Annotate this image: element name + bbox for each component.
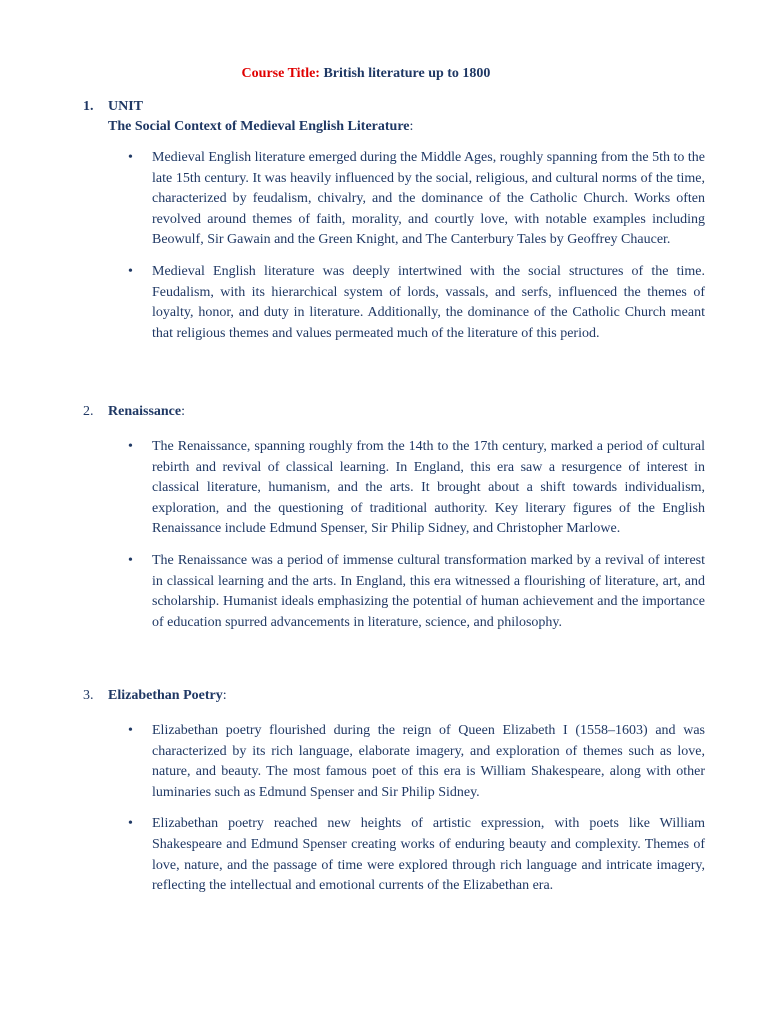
section-number: 3. [83, 688, 94, 703]
bullet-item [83, 437, 705, 540]
bullet-item [83, 262, 705, 344]
section-title: Renaissance [108, 404, 182, 419]
bullet-list [83, 148, 705, 344]
bullet-text: Elizabethan poetry flourished during the reign of Queen Elizabeth I (1558–1603) and was characterized by its rich language, elaborate imagery, and exploration of themes such as love, nature, and beauty. The most famous poet of this era is William Shakespeare, along with other luminaries such as Edmund Spenser and Sir Philip Sidney. [152, 723, 705, 800]
section-number: 2. [83, 404, 94, 419]
section-title-suffix: : [409, 119, 414, 134]
bullet-item [83, 148, 705, 251]
course-title-label: Course Title: [241, 66, 320, 81]
section-unit-label: UNIT [108, 99, 144, 114]
bullet-list [83, 437, 705, 633]
bullet-item [83, 814, 705, 896]
bullet-text: Elizabethan poetry reached new heights of artistic expression, with poets like William Shakespeare and Edmund Spenser creating works of enduring beauty and complexity. Themes of love, nature, and the passage of time were explored through rich language and intricate imagery, reflecting the intellectual and emotional currents of the Elizabethan era. [152, 816, 705, 894]
bullet-dot-icon: • [128, 723, 133, 738]
bullet-dot-icon: • [128, 439, 133, 454]
bullet-list [83, 721, 705, 897]
bullet-text: Medieval English literature emerged during the Middle Ages, roughly spanning from the 5th to the late 15th century. It was heavily influenced by the social, religious, and cultural norms of the time, characterized by feudalism, chivalry, and the dominance of the Catholic Church. Works often revolved around themes of faith, morality, and courtly love, with notable examples including Beowulf, Sir Gawain and the Green Knight, and The Canterbury Tales by Geoffrey Chaucer. [152, 150, 706, 248]
bullet-text: The Renaissance was a period of immense cultural transformation marked by a revival of interest in classical learning and the arts. In England, this era witnessed a flourishing of literature, art, and scholarship. Humanist ideals emphasizing the potential of human achievement and the importance of education spurred advancements in literature, science, and philosophy. [152, 552, 705, 630]
section-number: 1. [83, 99, 94, 114]
course-title-value: British literature up to 1800 [323, 66, 491, 81]
bullet-dot-icon: • [128, 263, 133, 279]
section-elizabethan-poetry [83, 686, 705, 897]
section-heading [83, 402, 705, 422]
section-heading [83, 97, 705, 137]
section-title-suffix: : [222, 688, 227, 703]
bullet-dot-icon: • [128, 552, 133, 568]
bullet-dot-icon: • [128, 150, 133, 165]
section-renaissance [83, 402, 705, 633]
bullet-item [83, 721, 705, 803]
section-title: The Social Context of Medieval English Literature [108, 119, 410, 134]
course-title [0, 64, 732, 84]
bullet-text: Medieval English literature was deeply intertwined with the social structures of the time. Feudalism, with its hierarchical system of lords, vassals, and serfs, influenced the themes of loyalty, honor, and duty in literature. Additionally, the dominance of the Catholic Church meant that religious themes and values permeated much of the literature of this period. [152, 263, 705, 341]
section-title-suffix: : [181, 404, 186, 419]
bullet-dot-icon: • [128, 816, 133, 832]
bullet-item [83, 551, 705, 633]
section-unit [83, 97, 705, 344]
section-title: Elizabethan Poetry [108, 688, 223, 703]
bullet-text: The Renaissance, spanning roughly from the 14th to the 17th century, marked a period of cultural rebirth and revival of classical learning. In England, this era saw a resurgence of interest in classical literature, humanism, and the arts. It brought about a shift towards individualism, exploration, and the questioning of traditional authority. Key literary figures of the English Renaissance include Edmund Spenser, Sir Philip Sidney, and Christopher Marlowe. [152, 439, 705, 537]
section-title-line [108, 117, 705, 137]
section-heading [83, 686, 705, 706]
